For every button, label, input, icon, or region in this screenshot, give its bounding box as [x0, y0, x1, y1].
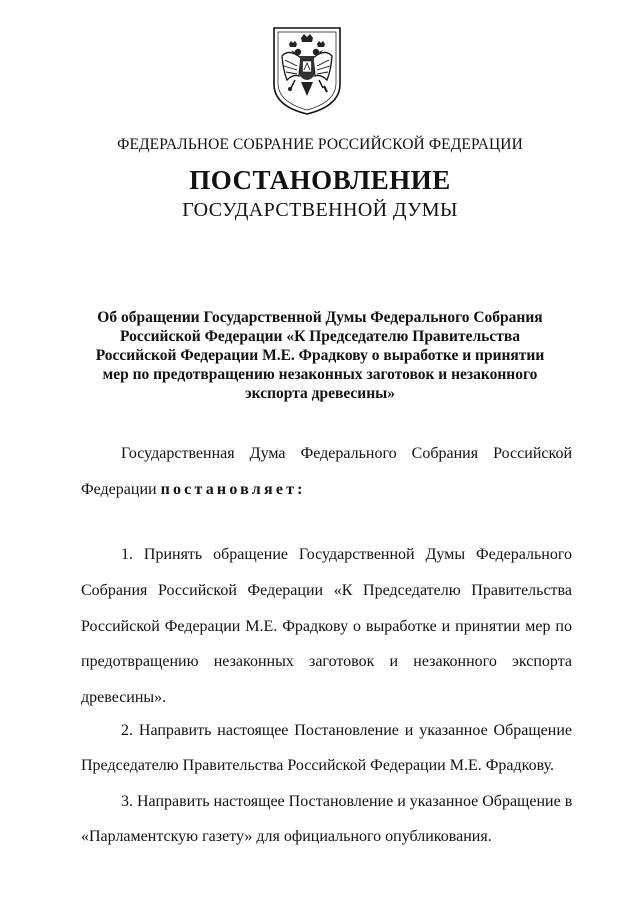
- item3-line: «Парламентскую газету» для официального опубликования.: [81, 828, 492, 845]
- item1-line: Собрания Российской Федерации «К Председателю Правительства: [81, 582, 572, 599]
- item1-line: предотвращению незаконных заготовок и незаконного экспорта: [81, 653, 572, 670]
- item1-line: Российской Федерации М.Е. Фрадкову о выработке и принятии мер по: [81, 618, 572, 635]
- item3-line: 3. Направить настоящее Постановление и указанное Обращение в: [121, 793, 573, 810]
- item1-line: древесины».: [81, 689, 167, 706]
- document-subject: [95, 308, 545, 403]
- resolves-keyword: постановляет:: [160, 481, 306, 498]
- item1-line: 1. Принять обращение Государственной Думы Федерального: [121, 546, 572, 563]
- subject-line: мер по предотвращению незаконных заготовок и незаконного: [102, 366, 538, 383]
- document-type-title: ПОСТАНОВЛЕНИЕ: [189, 165, 451, 195]
- organization-title: ФЕДЕРАЛЬНОЕ СОБРАНИЕ РОССИЙСКОЙ ФЕДЕРАЦИИ: [117, 136, 523, 153]
- subject-line: Российской Федерации «К Председателю Правительства: [120, 328, 520, 345]
- preamble-text: Федерации: [81, 481, 157, 498]
- subject-line: Об обращении Государственной Думы Федерального Собрания: [97, 309, 543, 326]
- preamble-line: [81, 481, 306, 499]
- issuer-title: ГОСУДАРСТВЕННОЙ ДУМЫ: [182, 199, 458, 221]
- subject-line: Российской Федерации М.Е. Фрадкову о выработке и принятии: [95, 347, 545, 364]
- item2-line: Председателю Правительства Российской Федерации М.Е. Фрадкову.: [81, 757, 554, 774]
- item2-line: 2. Направить настоящее Постановление и указанное Обращение: [121, 722, 572, 739]
- preamble-line: Государственная Дума Федерального Собрания Российской: [121, 445, 572, 462]
- subject-line: экспорта древесины»: [244, 385, 396, 402]
- russian-coat-of-arms-icon: [271, 26, 343, 116]
